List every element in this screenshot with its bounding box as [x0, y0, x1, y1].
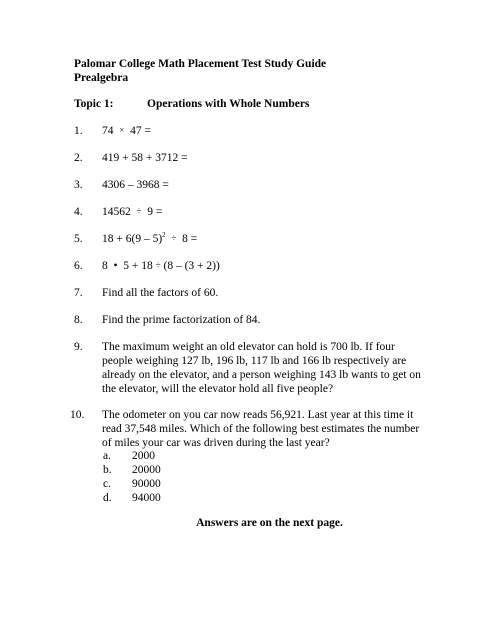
problem-number: 10.	[70, 409, 85, 421]
problem-expression	[102, 124, 432, 138]
problem-number: 9.	[74, 341, 83, 353]
problem-number: 7.	[74, 287, 83, 299]
problem-expression	[102, 205, 432, 219]
text-line: read 37,548 miles. Which of the following best estimates the number	[102, 423, 420, 435]
choice-value: 2000	[132, 450, 155, 462]
problem-number: 5.	[74, 233, 83, 245]
divide-symbol: ÷	[155, 260, 161, 270]
choice-letter: b.	[103, 464, 112, 476]
choice-value: 94000	[132, 492, 161, 504]
problem-number: 2.	[74, 152, 83, 164]
problem-number: 3.	[74, 179, 83, 191]
dot-symbol: •	[113, 260, 118, 272]
problem-number: 4.	[74, 206, 83, 218]
choice-letter: a.	[103, 450, 111, 462]
topic-title: Operations with Whole Numbers	[147, 98, 310, 110]
text-line: people weighing 127 lb, 196 lb, 117 lb and 166 lb respectively are	[102, 355, 407, 367]
operand: (8 – (3 + 2))	[163, 260, 220, 272]
topic-label: Topic 1:	[74, 98, 114, 110]
operand: 47 =	[130, 125, 151, 137]
problem-expression: 4306 – 3968 =	[102, 179, 169, 191]
problem-expression: 419 + 58 + 3712 =	[102, 152, 188, 164]
operand: 5 + 18	[123, 260, 153, 272]
operand: 9 =	[147, 206, 163, 218]
text-line: already on the elevator, and a person weighing 143 lb wants to get on	[102, 369, 421, 381]
choice-letter: c.	[103, 478, 111, 490]
problem-number: 8.	[74, 314, 83, 326]
divide-symbol: ÷	[136, 206, 142, 216]
text-line: The odometer on you car now reads 56,921. Last year at this time it	[102, 409, 414, 421]
divide-symbol: ÷	[171, 233, 177, 243]
operand: 8 =	[182, 233, 198, 245]
document-title: Palomar College Math Placement Test Study Guide	[74, 58, 327, 70]
times-symbol: ×	[119, 125, 125, 135]
text-line: The maximum weight an old elevator can hold is 700 lb. If four	[102, 341, 395, 353]
text-line: of miles your car was driven during the last year?	[102, 437, 330, 449]
operand: 14562	[102, 206, 131, 218]
document-subtitle: Prealgebra	[74, 72, 129, 84]
exponent: 2	[162, 231, 166, 240]
text-line: the elevator, will the elevator hold all five people?	[102, 383, 334, 395]
problem-number: 6.	[74, 260, 83, 272]
problem-text: Find all the factors of 60.	[102, 287, 219, 299]
choice-value: 90000	[132, 478, 161, 490]
problem-text	[102, 340, 432, 396]
operand: 18 + 6(9 – 5)	[102, 233, 163, 245]
problem-text	[102, 408, 432, 450]
operand: 74	[102, 125, 114, 137]
problem-expression	[102, 259, 432, 273]
problem-text: Find the prime factorization of 84.	[102, 314, 261, 326]
problem-expression	[102, 232, 432, 246]
answers-note: Answers are on the next page.	[196, 517, 343, 529]
choice-letter: d.	[103, 492, 112, 504]
problem-number: 1.	[74, 125, 83, 137]
choice-value: 20000	[132, 464, 161, 476]
operand: 8	[102, 260, 108, 272]
